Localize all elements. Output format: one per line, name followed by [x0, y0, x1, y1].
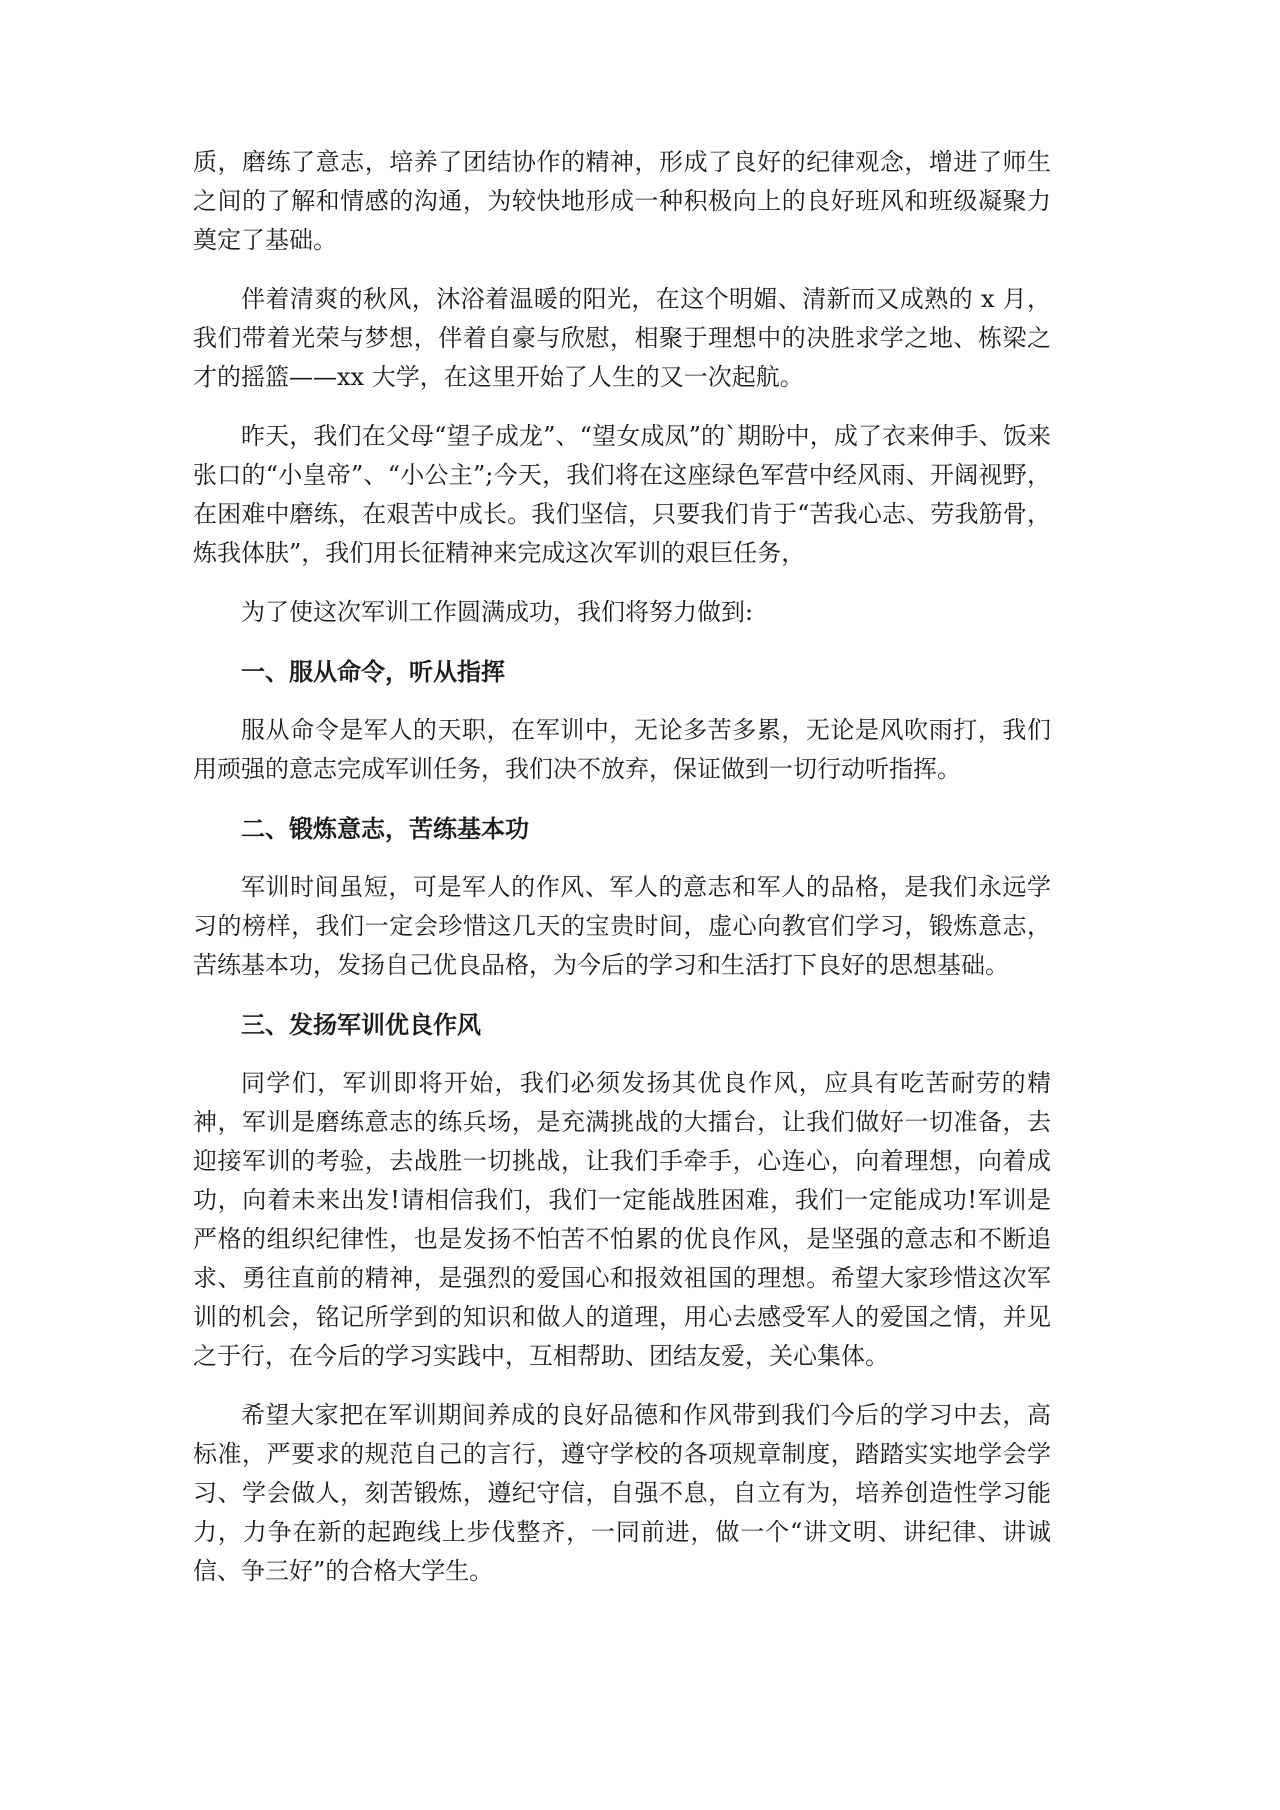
paragraph-arrival: 伴着清爽的秋风，沐浴着温暖的阳光，在这个明媚、清新而又成熟的 x 月，我们带着光荣与梦想，伴着自豪与欣慰，相聚于理想中的决胜求学之地、栋梁之才的摇篮——xx 大学，在这里开始了人生的又一次起航。 — [193, 285, 1051, 391]
document-body — [193, 143, 1051, 1611]
paragraph-closing-hope: 希望大家把在军训期间养成的良好品德和作风带到我们今后的学习中去，高标准，严要求的规范自己的言行，遵守学校的各项规章制度，踏踏实实地学会学习、学会做人，刻苦锻炼，遵纪守信，自强不息，自立有为，培养创造性学习能力，力争在新的起跑线上步伐整齐，一同前进，做一个“讲文明、讲纪律、讲诚信、争三好”的合格大学生。 — [193, 1401, 1051, 1585]
section-heading-3: 三、发扬军训优良作风 — [241, 1010, 481, 1039]
paragraph-classmates-call: 同学们，军训即将开始，我们必须发扬其优良作风，应具有吃苦耐劳的精神，军训是磨练意志的练兵场，是充满挑战的大擂台，让我们做好一切准备，去迎接军训的考验，去战胜一切挑战，让我们手牵手，心连心，向着理想，向着成功，向着未来出发!请相信我们，我们一定能战胜困难，我们一定能成功!军训是严格的组织纪律性，也是发扬不怕苦不怕累的优良作风，是坚强的意志和不断追求、勇往直前的精神，是强烈的爱国心和报效祖国的理想。希望大家珍惜这次军训的机会，铭记所学到的知识和做人的道理，用心去感受军人的爱国之情，并见之于行，在今后的学习实践中，互相帮助、团结友爱，关心集体。 — [193, 1069, 1051, 1370]
paragraph-train-will: 军训时间虽短，可是军人的作风、军人的意志和军人的品格，是我们永远学习的榜样，我们一定会珍惜这几天的宝贵时间，虚心向教官们学习，锻炼意志，苦练基本功，发扬自己优良品格，为今后的学习和生活打下良好的思想基础。 — [193, 873, 1051, 979]
paragraph-continuation: 质，磨练了意志，培养了团结协作的精神，形成了良好的纪律观念，增进了师生之间的了解和情感的沟通，为较快地形成一种积极向上的良好班风和班级凝聚力奠定了基础。 — [193, 148, 1051, 254]
section-heading-1: 一、服从命令，听从指挥 — [241, 657, 505, 686]
paragraph-obey-orders: 服从命令是军人的天职，在军训中，无论多苦多累，无论是风吹雨打，我们用顽强的意志完成军训任务，我们决不放弃，保证做到一切行动听指挥。 — [193, 716, 1051, 783]
paragraph-yesterday-today: 昨天，我们在父母“望子成龙”、“望女成凤”的`期盼中，成了衣来伸手、饭来张口的“小皇帝”、“小公主”;今天，我们将在这座绿色军营中经风雨、开阔视野，在困难中磨练，在艰苦中成长。我们坚信，只要我们肯于“苦我心志、劳我筋骨，炼我体肤”，我们用长征精神来完成这次军训的艰巨任务， — [193, 422, 1051, 567]
section-heading-2: 二、锻炼意志，苦练基本功 — [241, 814, 529, 843]
paragraph-commitment-intro: 为了使这次军训工作圆满成功，我们将努力做到: — [241, 598, 754, 626]
